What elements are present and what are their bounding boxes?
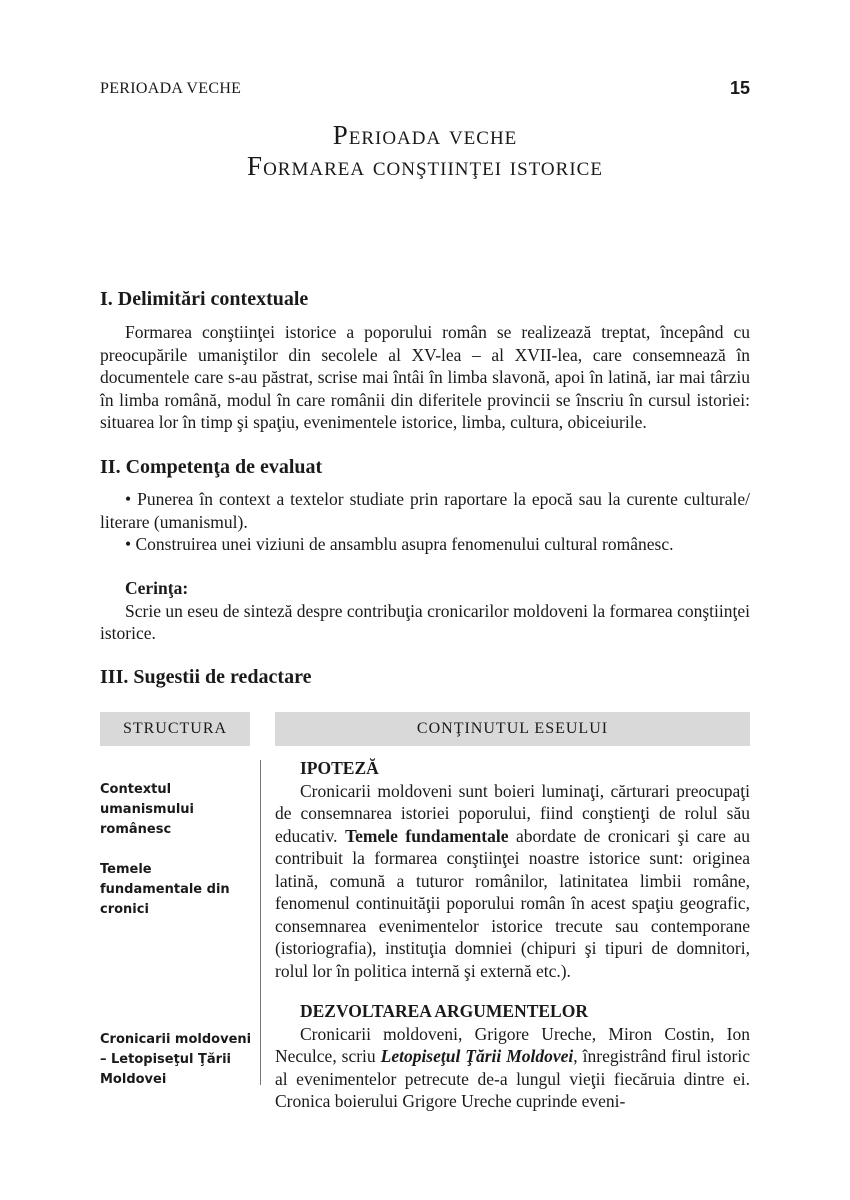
title-line-2: Formarea conştiinţei istorice	[247, 151, 603, 181]
paragraph: Formarea conştiinţei istorice a poporului român se realizează treptat, începând cu preocupările umaniştilor din secolele al XV-lea – al XVII-lea, care consemnează în documentele care s-au păstrat, scrise mai întâi în limba slavonă, apoi în latină, iar mai târziu în limba română, modul în care românii din diferitele provincii se înscriu în cursul istoriei: situarea lor în timp şi spaţiu, evenimentele istorice, limba, cultura, obiceiurile.	[100, 322, 750, 432]
side-note: Contextul umanismului românesc	[100, 782, 194, 837]
column-divider	[260, 760, 261, 1085]
bullet-item: • Punerea în context a textelor studiate prin raportare la epocă sau la curente culturale/ literare (umanismul).	[100, 489, 750, 532]
hypothesis-text	[275, 780, 750, 983]
text-run: abordate de cronicari şi care au contribuit la formarea conştiinţei noastre istorice sunt: originea latină, comună a tuturor românilor, latinitatea limbii române, fenomenul continuităţii poporului român în acest spaţiu geografic, consemnarea evenimentelor istorice trecute sau contemporane (istoriografia), instituţia domniei (chipuri şi tipuri de domnitori, rolul lor în politica internă şi externă etc.).	[275, 825, 751, 981]
requirement	[100, 577, 750, 645]
section-1-paragraph	[100, 321, 750, 434]
hypothesis-block	[275, 757, 750, 982]
section-heading-1: I. Delimitări contextuale	[100, 288, 309, 310]
table-header-content: CONŢINUTUL ESEULUI	[275, 712, 750, 746]
bold-run: Temele fundamentale	[345, 825, 509, 846]
page-title	[0, 120, 850, 182]
running-header: PERIOADA VECHE	[100, 80, 242, 97]
competency-list	[100, 488, 750, 556]
arguments-heading: DEZVOLTAREA ARGUMENTELOR	[300, 1001, 588, 1021]
table-header-structure: STRUCTURA	[100, 712, 250, 746]
bullet-item: • Construirea unei viziuni de ansamblu asupra fenomenului cultural românesc.	[125, 534, 674, 554]
requirement-label: Cerinţa:	[125, 578, 189, 598]
text-run: , înregistrând firul istoric al evenimentelor petrecute de-a lungul vieţii fiecăruia dintre ei. Cronica boierului Grigore Ureche cuprinde eveni-	[275, 1046, 750, 1111]
arguments-text	[275, 1023, 750, 1113]
title-line-1: Perioada veche	[332, 120, 518, 150]
text-run: Cronicarii moldoveni, Grigore Ureche, Miron Costin, Ion Neculce, scriu	[275, 1023, 750, 1066]
side-note: Cronicarii moldoveni – Letopiseţul Ţării Moldovei	[100, 1032, 252, 1087]
text-run: Cronicarii moldoveni sunt boieri luminaţi, cărturari preocupaţi de consemnarea istoriei poporului, fiind conştienţi de rolul său educativ.	[275, 780, 750, 846]
page-number: 15	[729, 78, 750, 98]
side-note: Temele fundamentale din cronici	[100, 862, 230, 917]
section-heading-2: II. Competenţa de evaluat	[100, 456, 323, 478]
requirement-text: Scrie un eseu de sinteză despre contribuţia cronicarilor moldoveni la formarea conştiinţei istorice.	[100, 600, 750, 643]
section-heading-3: III. Sugestii de redactare	[100, 666, 312, 688]
hypothesis-heading: IPOTEZĂ	[300, 758, 379, 778]
italic-title-run: Letopiseţul Ţării Moldovei	[380, 1046, 574, 1066]
arguments-block	[275, 1000, 750, 1113]
